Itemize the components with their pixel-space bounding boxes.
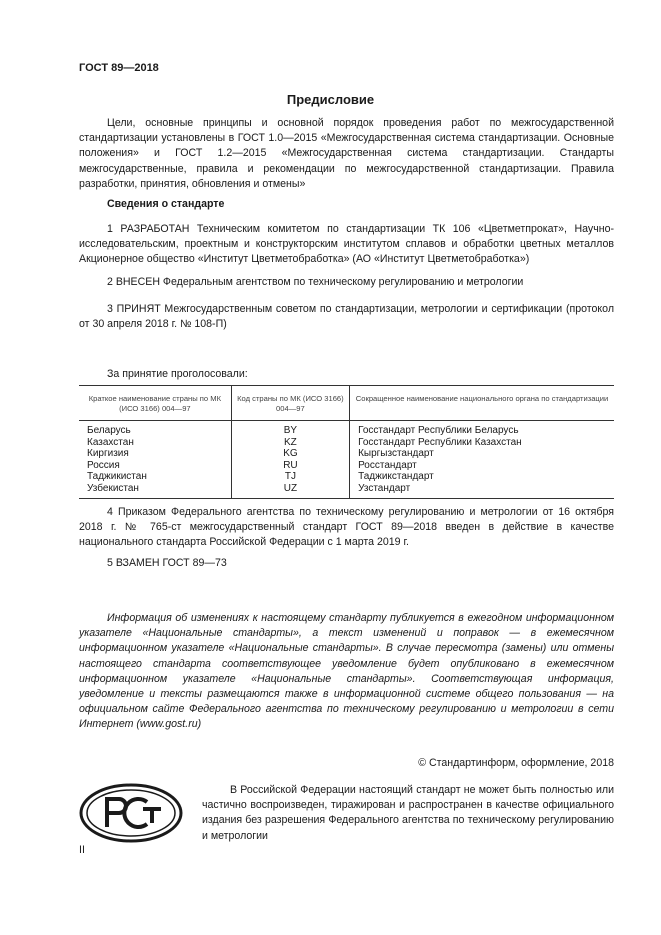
document-code: ГОСТ 89—2018: [79, 62, 159, 74]
standards-body-name: Госстандарт Республики Беларусь: [358, 425, 519, 436]
country-code: BY: [283, 425, 298, 436]
country-code: UZ: [283, 482, 298, 494]
country-name: Россия: [87, 459, 120, 471]
standards-body-name: Росстандарт: [358, 459, 417, 471]
column-header-country: Краткое наименование страны по МК (ИСО 3166) 004—97: [79, 386, 231, 421]
reproduction-notice: В Российской Федерации настоящий стандарт не может быть полностью или частично воспроизведен, тиражирован и распространен в качестве официального издания без разрешения Федерального агентства по техническому регулированию и метрологии: [202, 784, 614, 842]
copyright-line: © Стандартинформ, оформление, 2018: [418, 757, 614, 769]
country-code: TJ: [284, 471, 296, 483]
table-row: [79, 421, 614, 499]
standards-body-name: Кыргызстандарт: [358, 448, 434, 460]
country-code: KG: [283, 448, 298, 460]
country-name: Киргизия: [87, 448, 129, 460]
page-title: Предисловие: [286, 92, 375, 107]
item-5-replaces: 5 ВЗАМЕН ГОСТ 89—73: [107, 557, 227, 569]
standards-body-name: Таджикстандарт: [358, 471, 434, 483]
country-name: Узбекистан: [87, 482, 139, 494]
country-code: KZ: [284, 436, 297, 448]
section-heading: Сведения о стандарте: [107, 198, 225, 210]
gost-r-logo-icon: [79, 783, 183, 843]
voting-table: [79, 385, 614, 499]
standards-body-name: Госстандарт Республики Казахстан: [358, 436, 522, 448]
item-4-order: 4 Приказом Федерального агентства по техническому регулированию и метрологии от 16 октября 2018 г. № 765-ст межгосударственный стандарт ГОСТ 89—2018 введен в действие в качестве национального стандарта Российской Федерации с 1 марта 2019 г.: [79, 506, 614, 549]
changes-info-notice: Информация об изменениях к настоящему стандарту публикуется в ежегодном информационном указателе «Национальные стандарты», а текст изменений и поправок — в ежемесячном информационном указателе «Национальные стандарты». В случае пересмотра (замены) или отмены настоящего стандарта соответствующее уведомление будет опубликовано в ежемесячном информационном указателе «Национальные стандарты». Соответствующая информация, уведомление и тексты размещаются также в информационной системе общего пользования — на официальном сайте Федерального агентства по техническому регулированию и метрологии в сети Интернет (www.gost.ru): [79, 612, 614, 731]
country-name: Беларусь: [87, 425, 131, 436]
voted-label: За принятие проголосовали:: [107, 368, 248, 380]
country-code: RU: [283, 459, 298, 471]
item-3-adopted: 3 ПРИНЯТ Межгосударственным советом по стандартизации, метрологии и сертификации (протокол от 30 апреля 2018 г. № 108-П): [79, 303, 614, 331]
country-name: Казахстан: [87, 436, 134, 448]
column-header-organization: Сокращенное наименование национального органа по стандартизации: [350, 386, 614, 421]
standards-body-name: Узстандарт: [358, 482, 411, 494]
column-header-code: Код страны по МК (ИСО 3166) 004—97: [231, 386, 349, 421]
country-name: Таджикистан: [87, 471, 147, 483]
item-2-introduced: 2 ВНЕСЕН Федеральным агентством по техническому регулированию и метрологии: [107, 276, 524, 288]
intro-paragraph: Цели, основные принципы и основной порядок проведения работ по межгосударственной стандартизации установлены в ГОСТ 1.0—2015 «Межгосударственная система стандартизации. Основные положения» и ГОСТ 1.2—2015 «Межгосударственная система стандартизации. Стандарты межгосударственные, правила и рекомендации по межгосударственной стандартизации. Правила разработки, принятия, обновления и отмены»: [79, 117, 614, 190]
item-1-developed: 1 РАЗРАБОТАН Техническим комитетом по стандартизации ТК 106 «Цветметпрокат», Научно-исследовательским, проектным и конструкторским институтом сплавов и обработки цветных металлов Акционерное общество «Институт Цветметобработка» (АО «Институт Цветметобработка»): [79, 223, 614, 266]
page-number: II: [79, 844, 85, 856]
